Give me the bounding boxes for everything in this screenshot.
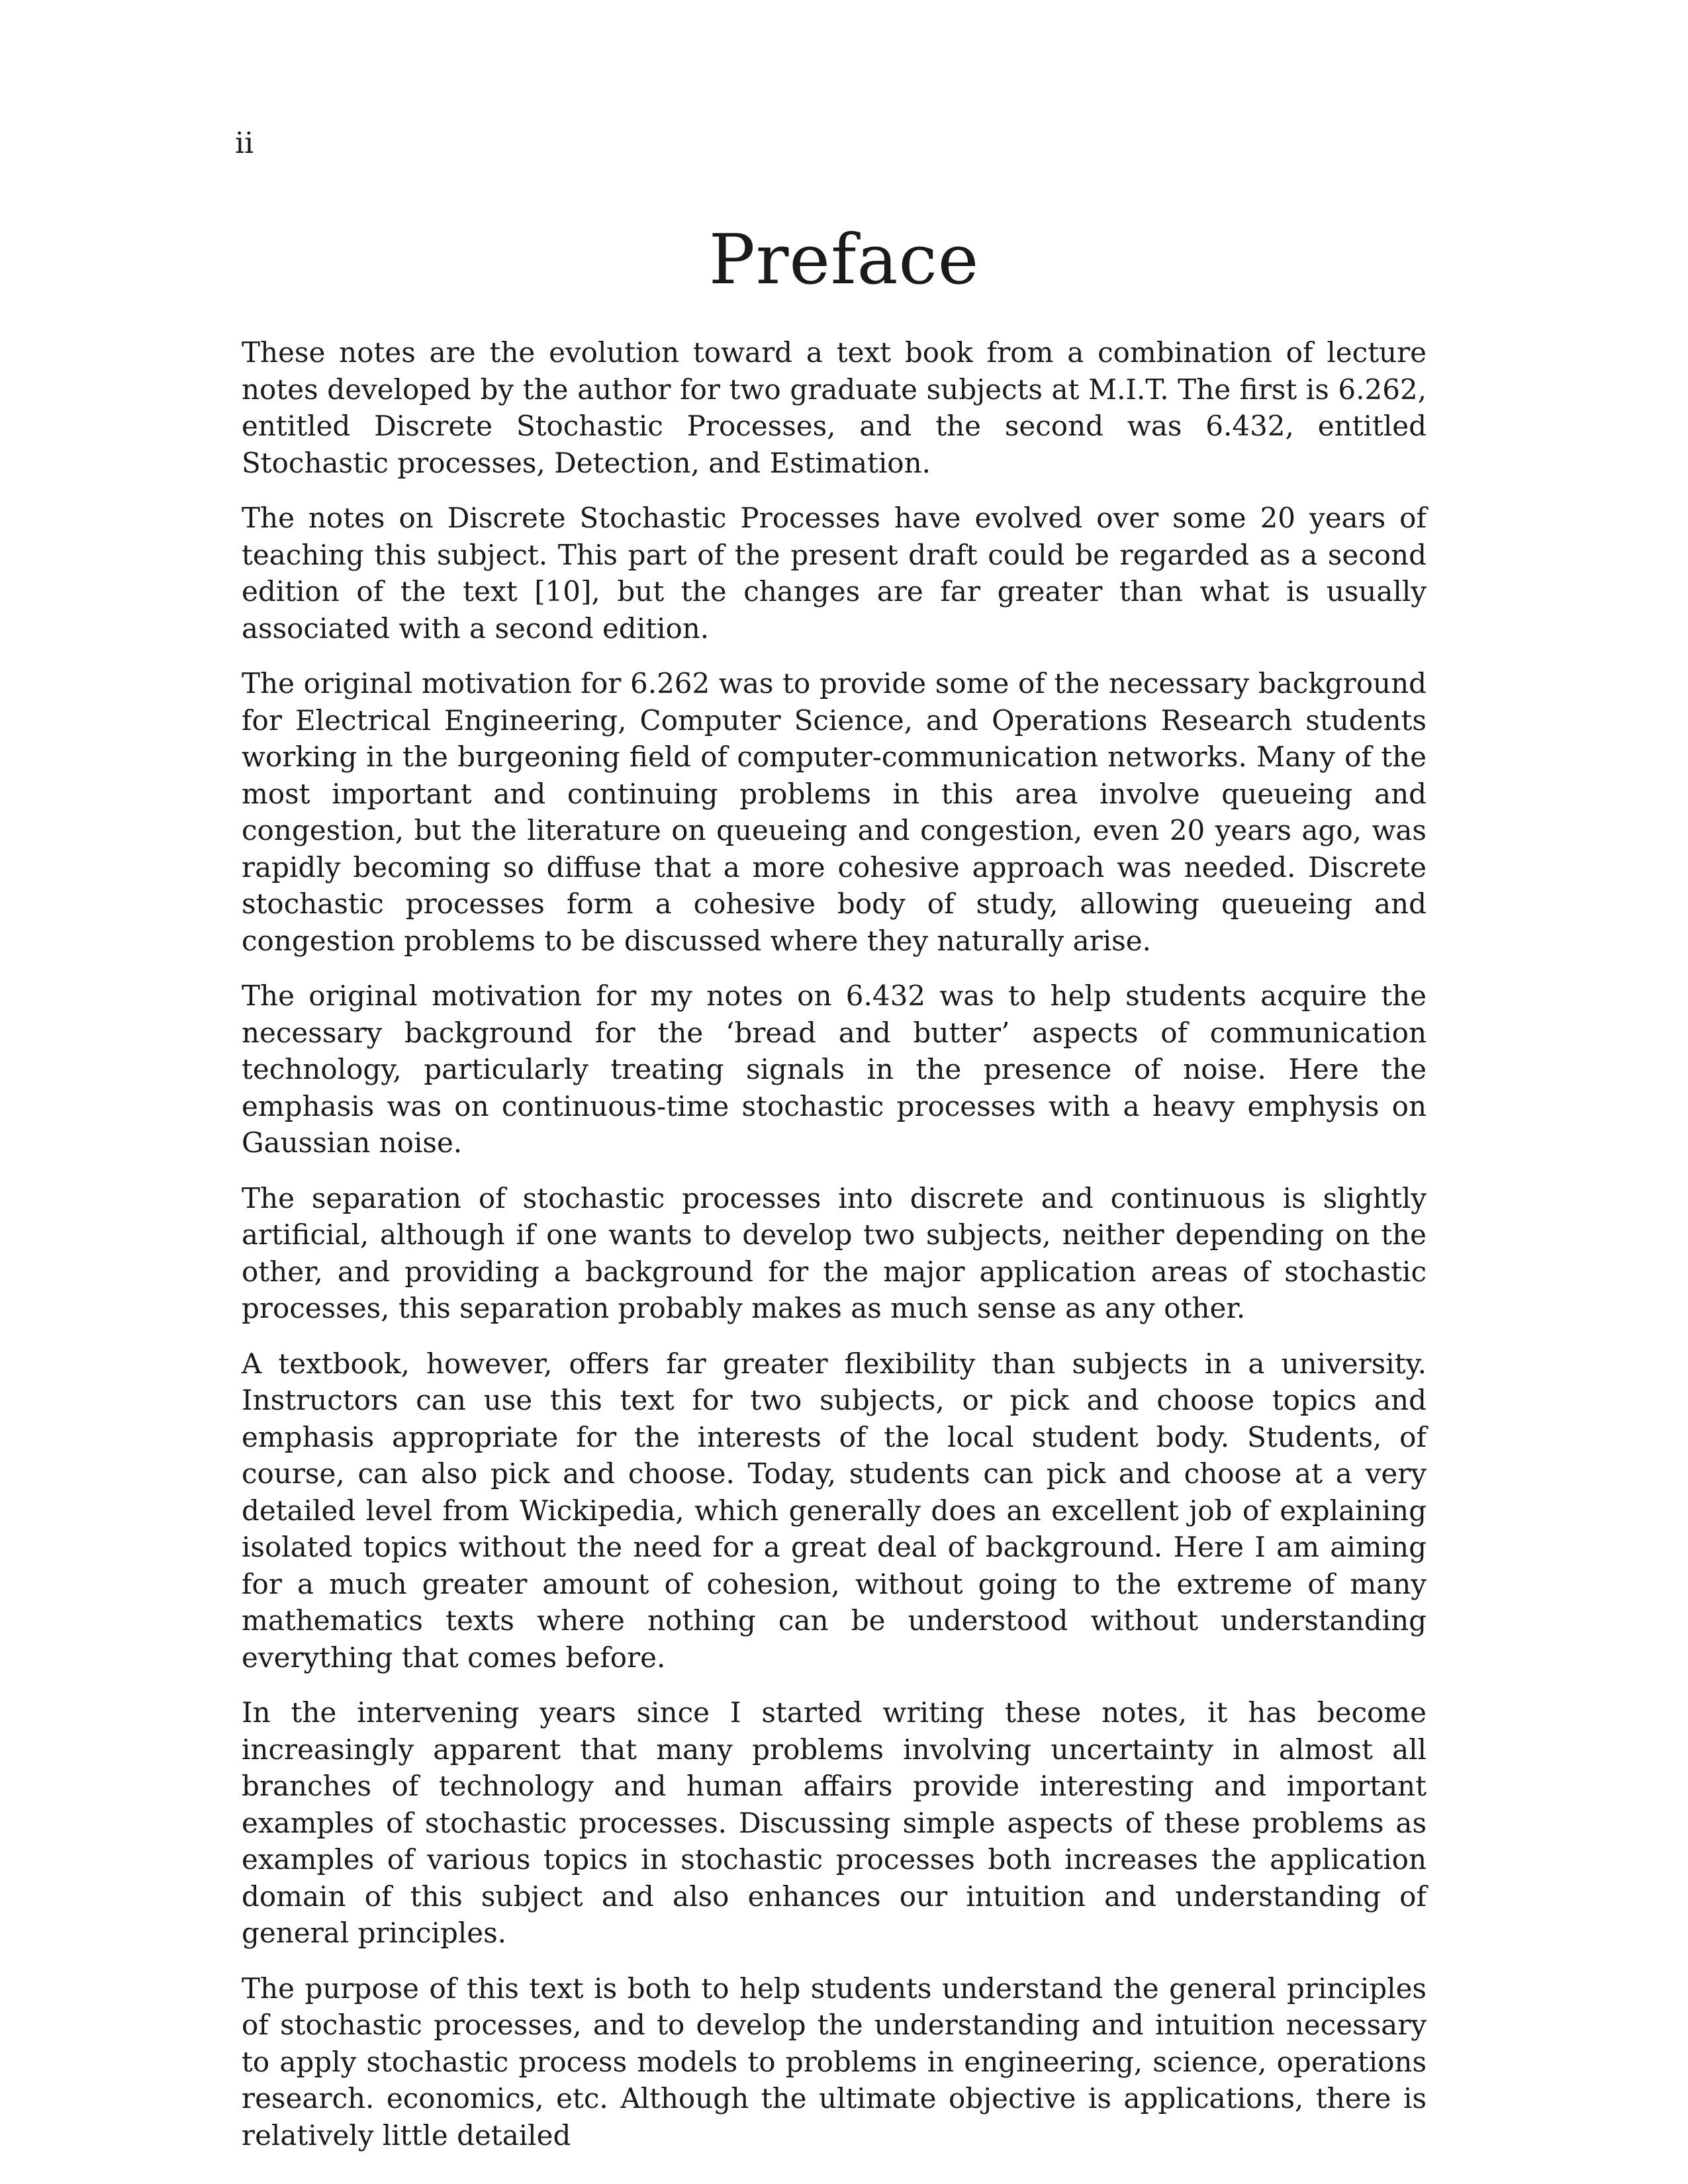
paragraph-4: The original motivation for my notes on 6.432 was to help students acquire the necessary background for the ‘bread and butter’ aspects of communication technology, particularly treating signals in the presence of noise. Here the emphasis was on continuous-time stochastic processes with a heavy emphysis on Gaussian noise.	[242, 979, 1427, 1159]
page-title: Preface	[708, 219, 980, 300]
paragraph-7: In the intervening years since I started writing these notes, it has become increasingly apparent that many problems involving uncertainty in almost all branches of technology and human affairs provide interesting and important examples of stochastic processes. Discussing simple aspects of these problems as examples of various topics in stochastic processes both increases the application domain of this subject and also enhances our intuition and understanding of general principles.	[242, 1696, 1427, 1949]
paragraph-3: The original motivation for 6.262 was to provide some of the necessary background for Electrical Engineering, Computer Science, and Operations Research students working in the burgeoning field of computer-communication networks. Many of the most important and continuing problems in this area involve queueing and congestion, but the literature on queueing and congestion, even 20 years ago, was rapidly becoming so diffuse that a more cohesive approach was needed. Discrete stochastic processes form a cohesive body of study, allowing queueing and congestion problems to be discussed where they naturally arise.	[242, 667, 1427, 957]
paragraph-1: These notes are the evolution toward a text book from a combination of lecture notes developed by the author for two graduate subjects at M.I.T. The first is 6.262, entitled Discrete Stochastic Processes, and the second was 6.432, entitled Stochastic processes, Detection, and Estimation.	[242, 336, 1427, 479]
paragraph-8: The purpose of this text is both to help students understand the general principles of stochastic processes, and to develop the understanding and intuition necessary to apply stochastic process models to problems in engineering, science, operations research. economics, etc. Although the ultimate objective is applications, there is relatively little detailed	[242, 1972, 1427, 2152]
paragraph-6: A textbook, however, offers far greater flexibility than subjects in a university. Instructors can use this text for two subjects, or pick and choose topics and emphasis appropriate for the interests of the local student body. Students, of course, can also pick and choose. Today, students can pick and choose at a very detailed level from Wickipedia, which generally does an excellent job of explaining isolated topics without the need for a great deal of background. Here I am aiming for a much greater amount of cohesion, without going to the extreme of many mathematics texts where nothing can be understood without understanding everything that comes before.	[242, 1347, 1427, 1674]
page-number: ii	[235, 126, 254, 160]
preface-body	[242, 334, 1427, 2172]
paragraph-2: The notes on Discrete Stochastic Processes have evolved over some 20 years of teaching this subject. This part of the present draft could be regarded as a second edition of the text [10], but the changes are far greater than what is usually associated with a second edition.	[242, 502, 1427, 645]
paragraph-5: The separation of stochastic processes into discrete and continuous is slightly artificial, although if one wants to develop two subjects, neither depending on the other, and providing a background for the major application areas of stochastic processes, this separation probably makes as much sense as any other.	[242, 1181, 1427, 1324]
